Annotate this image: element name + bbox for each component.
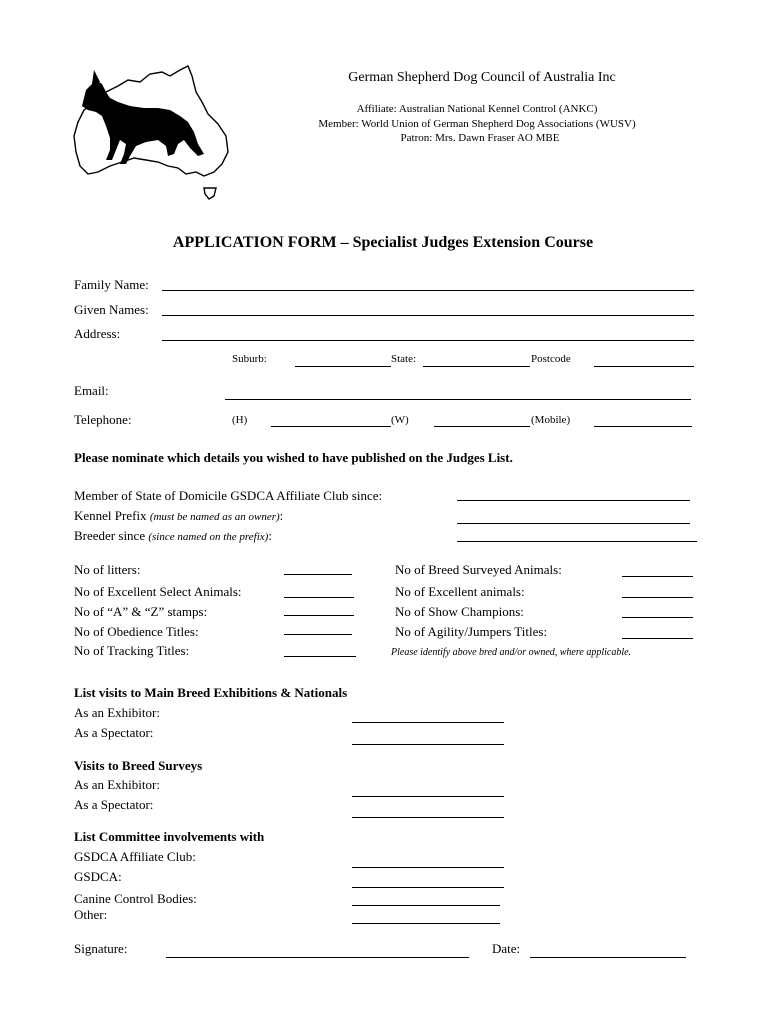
email-label: Email: — [74, 383, 109, 398]
breeder-since-text: Breeder since — [74, 528, 146, 543]
postcode-label: Postcode — [531, 353, 571, 365]
committee-canine-label: Canine Control Bodies: — [74, 891, 197, 906]
surveys-exhibitor-field[interactable] — [352, 796, 504, 797]
stat-litters-field[interactable] — [284, 574, 352, 575]
exhibitions-heading: List visits to Main Breed Exhibitions & Nationals — [74, 685, 348, 700]
phone-work-field[interactable] — [434, 426, 530, 427]
org-name: German Shepherd Dog Council of Australia Inc — [348, 70, 616, 85]
stat-obedience: No of Obedience Titles: — [74, 624, 199, 639]
surveys-spectator-label: As a Spectator: — [74, 797, 154, 812]
stat-excellent-select: No of Excellent Select Animals: — [74, 584, 242, 599]
member-since-label: Member of State of Domicile GSDCA Affiliate Club since: — [74, 488, 383, 503]
tasmania-outline — [204, 188, 216, 199]
committee-affiliate-label: GSDCA Affiliate Club: — [74, 849, 196, 864]
stat-breed-surveyed: No of Breed Surveyed Animals: — [395, 562, 562, 577]
committee-gsdca-field[interactable] — [352, 887, 504, 888]
phone-mobile-field[interactable] — [594, 426, 692, 427]
family-name-field[interactable] — [162, 290, 694, 291]
given-names-field[interactable] — [162, 315, 694, 316]
signature-label: Signature: — [74, 941, 128, 956]
email-field[interactable] — [225, 399, 691, 400]
stat-obedience-field[interactable] — [284, 634, 352, 635]
kennel-prefix-label: Kennel Prefix (must be named as an owner): — [74, 508, 284, 523]
committee-other-label: Other: — [74, 907, 108, 922]
exhibitions-spectator-field[interactable] — [352, 744, 504, 745]
patron-line: Patron: Mrs. Dawn Fraser AO MBE — [400, 132, 560, 144]
suburb-field[interactable] — [295, 366, 391, 367]
stat-az-stamps-field[interactable] — [284, 615, 354, 616]
kennel-prefix-note: (must be named as an owner) — [149, 511, 280, 523]
committee-heading: List Committee involvements with — [74, 829, 265, 844]
postcode-field[interactable] — [594, 366, 694, 367]
surveys-heading: Visits to Breed Surveys — [74, 758, 203, 773]
member-since-field[interactable] — [457, 500, 690, 501]
stat-az-stamps: No of “A” & “Z” stamps: — [74, 604, 208, 619]
committee-canine-field[interactable] — [352, 905, 500, 906]
breeder-since-note: (since named on the prefix) — [148, 531, 269, 543]
form-title: APPLICATION FORM – Specialist Judges Extension Course — [172, 234, 594, 251]
date-field[interactable] — [530, 957, 686, 958]
stat-excellent-select-field[interactable] — [284, 597, 354, 598]
kennel-prefix-text: Kennel Prefix — [74, 508, 147, 523]
address-field[interactable] — [162, 340, 694, 341]
kennel-prefix-field[interactable] — [457, 523, 690, 524]
family-name-label: Family Name: — [74, 277, 149, 292]
member-line: Member: World Union of German Shepherd Dog Associations (WUSV) — [318, 118, 636, 130]
dog-ear — [92, 70, 100, 84]
stat-tracking-field[interactable] — [284, 656, 356, 657]
stat-agility: No of Agility/Jumpers Titles: — [395, 624, 548, 639]
stat-show-champions: No of Show Champions: — [395, 604, 524, 619]
signature-field[interactable] — [166, 957, 469, 958]
stat-show-champions-field[interactable] — [622, 617, 693, 618]
stat-tracking: No of Tracking Titles: — [74, 643, 190, 658]
exhibitions-exhibitor-label: As an Exhibitor: — [74, 705, 160, 720]
breeder-since-field[interactable] — [457, 541, 697, 542]
stat-agility-field[interactable] — [622, 638, 693, 639]
logo-australia-dog — [70, 62, 240, 204]
exhibitions-spectator-label: As a Spectator: — [74, 725, 154, 740]
surveys-spectator-field[interactable] — [352, 817, 504, 818]
date-label: Date: — [492, 941, 521, 956]
state-field[interactable] — [423, 366, 530, 367]
phone-mobile-label: (Mobile) — [531, 414, 571, 426]
committee-other-field[interactable] — [352, 923, 500, 924]
stat-litters: No of litters: — [74, 562, 141, 577]
committee-affiliate-field[interactable] — [352, 867, 504, 868]
dog-silhouette — [82, 80, 204, 164]
affiliate-line: Affiliate: Australian National Kennel Control (ANKC) — [356, 103, 598, 115]
phone-home-label: (H) — [232, 414, 248, 426]
phone-work-label: (W) — [391, 414, 409, 426]
stat-excellent-field[interactable] — [622, 597, 693, 598]
stats-note: Please identify above bred and/or owned, where applicable. — [391, 647, 632, 658]
committee-gsdca-label: GSDCA: — [74, 869, 122, 884]
breeder-since-label: Breeder since (since named on the prefix): — [74, 528, 272, 543]
nominate-heading: Please nominate which details you wished to have published on the Judges List. — [74, 450, 513, 465]
given-names-label: Given Names: — [74, 302, 149, 317]
stat-excellent: No of Excellent animals: — [395, 584, 525, 599]
address-label: Address: — [74, 326, 121, 341]
telephone-label: Telephone: — [74, 412, 132, 427]
phone-home-field[interactable] — [271, 426, 391, 427]
suburb-label: Suburb: — [232, 353, 267, 365]
surveys-exhibitor-label: As an Exhibitor: — [74, 777, 160, 792]
stat-breed-surveyed-field[interactable] — [622, 576, 693, 577]
state-label: State: — [391, 353, 417, 365]
exhibitions-exhibitor-field[interactable] — [352, 722, 504, 723]
